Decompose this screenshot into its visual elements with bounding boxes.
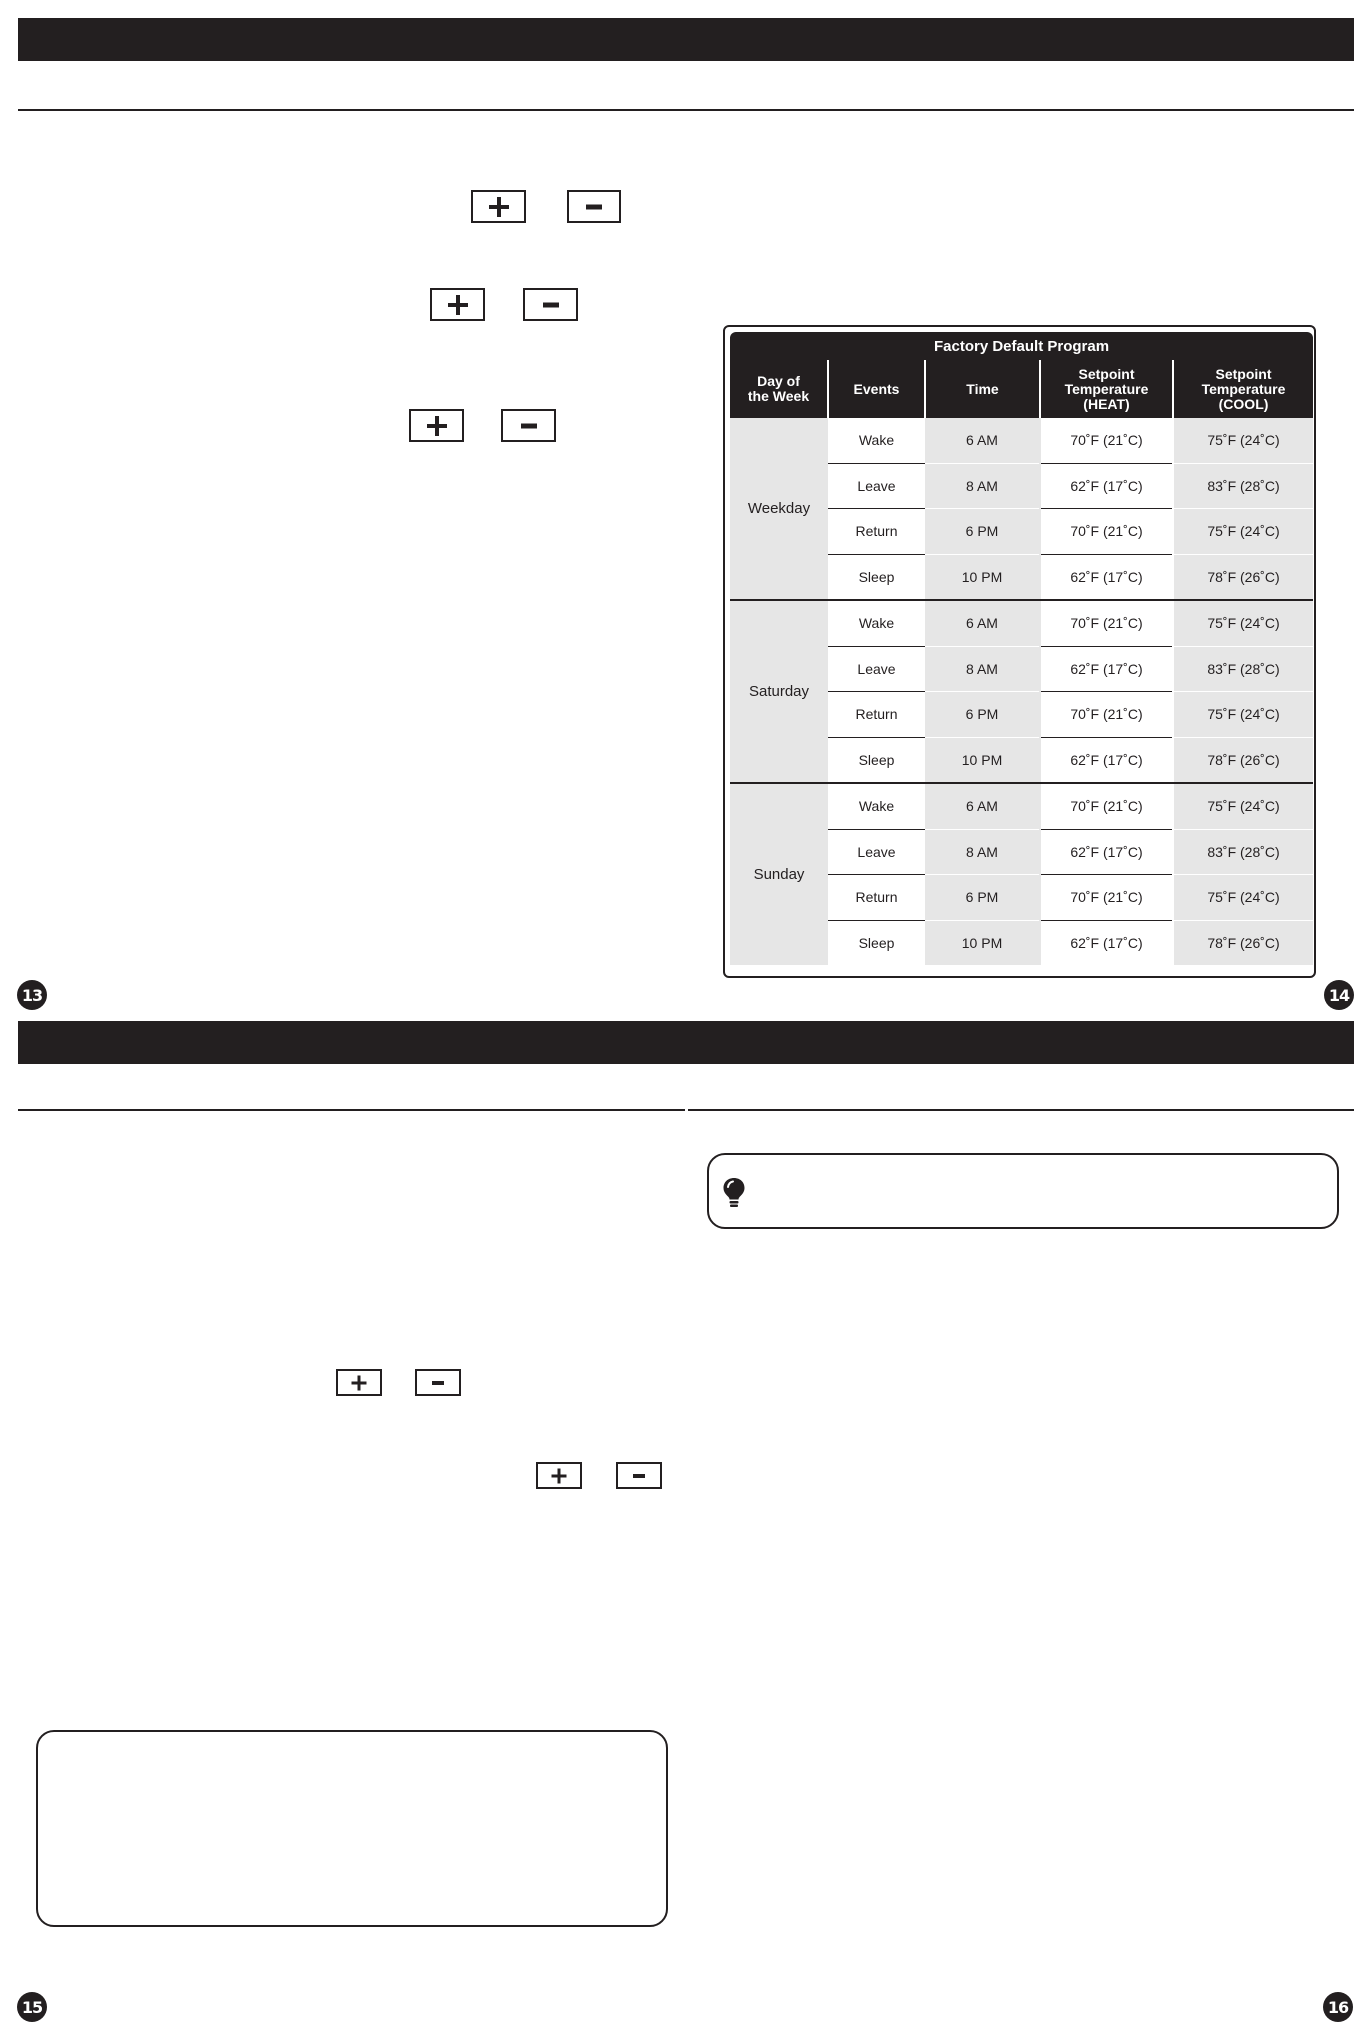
header-time: Time: [925, 360, 1040, 418]
cool-cell: 83˚F (28˚C): [1173, 829, 1313, 875]
heat-cell: 70˚F (21˚C): [1040, 509, 1173, 555]
day-label: Sunday: [730, 783, 828, 965]
plus-button-icon: [430, 288, 485, 321]
cool-cell: 78˚F (26˚C): [1173, 737, 1313, 783]
event-cell: Sleep: [828, 920, 925, 965]
day-label: Weekday: [730, 418, 828, 600]
note-callout-box: [36, 1730, 668, 1927]
lightbulb-icon: [722, 1177, 746, 1209]
time-cell: 6 PM: [925, 692, 1040, 738]
cool-cell: 78˚F (26˚C): [1173, 554, 1313, 600]
plus-button-icon: [536, 1462, 582, 1489]
heat-cell: 70˚F (21˚C): [1040, 692, 1173, 738]
minus-button-icon: [523, 288, 578, 321]
time-cell: 6 AM: [925, 418, 1040, 463]
event-cell: Wake: [828, 418, 925, 463]
time-cell: 8 AM: [925, 646, 1040, 692]
time-cell: 6 PM: [925, 509, 1040, 555]
time-cell: 8 AM: [925, 829, 1040, 875]
page-number-15: 15: [17, 1992, 47, 2022]
event-cell: Leave: [828, 463, 925, 509]
top-divider-rule: [18, 109, 1354, 111]
time-cell: 8 AM: [925, 463, 1040, 509]
event-cell: Leave: [828, 646, 925, 692]
cool-cell: 83˚F (28˚C): [1173, 646, 1313, 692]
heat-cell: 70˚F (21˚C): [1040, 600, 1173, 646]
heat-cell: 62˚F (17˚C): [1040, 829, 1173, 875]
page-number-16: 16: [1323, 1992, 1353, 2022]
header-cool-setpoint: Setpoint Temperature (COOL): [1173, 360, 1313, 418]
cool-cell: 75˚F (24˚C): [1173, 509, 1313, 555]
plus-button-icon: [409, 409, 464, 442]
day-label: Saturday: [730, 600, 828, 783]
time-cell: 6 AM: [925, 600, 1040, 646]
table-row: [730, 418, 1313, 463]
cool-cell: 78˚F (26˚C): [1173, 920, 1313, 965]
heat-cell: 62˚F (17˚C): [1040, 463, 1173, 509]
heat-cell: 62˚F (17˚C): [1040, 737, 1173, 783]
event-cell: Return: [828, 692, 925, 738]
event-cell: Sleep: [828, 737, 925, 783]
minus-button-icon: [616, 1462, 662, 1489]
page-number-14: 14: [1324, 980, 1354, 1010]
heat-cell: 70˚F (21˚C): [1040, 418, 1173, 463]
plus-button-icon: [336, 1369, 382, 1396]
event-cell: Wake: [828, 600, 925, 646]
time-cell: 10 PM: [925, 920, 1040, 965]
bottom-header-band: [18, 1021, 1354, 1064]
heat-cell: 62˚F (17˚C): [1040, 554, 1173, 600]
event-cell: Return: [828, 509, 925, 555]
header-events: Events: [828, 360, 925, 418]
cool-cell: 75˚F (24˚C): [1173, 692, 1313, 738]
event-cell: Leave: [828, 829, 925, 875]
header-day-of-week: Day of the Week: [730, 360, 828, 418]
page-number-13: 13: [17, 980, 47, 1010]
cool-cell: 83˚F (28˚C): [1173, 463, 1313, 509]
heat-cell: 70˚F (21˚C): [1040, 875, 1173, 921]
header-heat-setpoint: Setpoint Temperature (HEAT): [1040, 360, 1173, 418]
minus-button-icon: [501, 409, 556, 442]
time-cell: 10 PM: [925, 554, 1040, 600]
time-cell: 6 AM: [925, 783, 1040, 829]
schedule-table: [730, 332, 1313, 965]
event-cell: Sleep: [828, 554, 925, 600]
heat-cell: 62˚F (17˚C): [1040, 646, 1173, 692]
time-cell: 10 PM: [925, 737, 1040, 783]
heat-cell: 70˚F (21˚C): [1040, 783, 1173, 829]
heat-cell: 62˚F (17˚C): [1040, 920, 1173, 965]
tip-callout-box: [707, 1153, 1339, 1229]
bottom-left-divider-rule: [18, 1109, 685, 1111]
plus-button-icon: [471, 190, 526, 223]
table-title: Factory Default Program: [730, 332, 1313, 360]
factory-default-program-table: [723, 325, 1316, 978]
minus-button-icon: [567, 190, 621, 223]
table-row: [730, 783, 1313, 829]
event-cell: Wake: [828, 783, 925, 829]
table-row: [730, 600, 1313, 646]
cool-cell: 75˚F (24˚C): [1173, 418, 1313, 463]
top-header-band: [18, 18, 1354, 61]
event-cell: Return: [828, 875, 925, 921]
time-cell: 6 PM: [925, 875, 1040, 921]
bottom-right-divider-rule: [688, 1109, 1354, 1111]
minus-button-icon: [415, 1369, 461, 1396]
cool-cell: 75˚F (24˚C): [1173, 600, 1313, 646]
cool-cell: 75˚F (24˚C): [1173, 783, 1313, 829]
cool-cell: 75˚F (24˚C): [1173, 875, 1313, 921]
